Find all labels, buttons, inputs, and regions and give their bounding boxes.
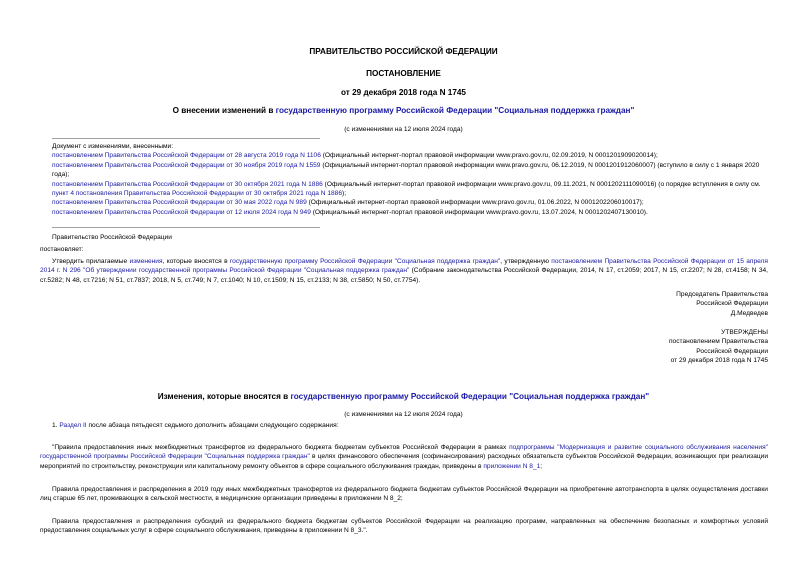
amendment-link[interactable]: пункт 4 постановления Правительства Российской Федерации от 30 октября 2021 года N 1886	[52, 190, 343, 198]
amendment-link[interactable]: постановлением Правительства Российской Федерации от 30 мая 2022 года N 989	[52, 199, 307, 207]
amendment-link[interactable]: постановлением Правительства Российской Федерации от 30 октября 2021 года N 1886	[52, 180, 323, 188]
quoted-paragraph-3: Правила предоставления и распределения субсидий из федерального бюджета бюджетам субъектов Российской Федерации на реализацию программ, направленных на обеспечение безопасных и комфортных условий предоставления социальных услуг в сфере социального обслуживания, приведены в приложении N 8_3.".	[40, 518, 768, 535]
amend-note: (с изменениями на 12 июля 2024 года)	[344, 126, 463, 133]
subprogram-link[interactable]: подпрограммы "Модернизация и развитие социального обслуживания населения" государственной программы Российской Федерации "Социальная поддержка граждан"	[40, 444, 768, 461]
divider	[52, 138, 320, 139]
approved-by: постановлением Правительства	[668, 338, 768, 346]
approved-label: УТВЕРЖДЕНЫ	[721, 329, 768, 336]
doc-type-heading: ПОСТАНОВЛЕНИЕ	[366, 69, 441, 78]
program-link[interactable]: государственную программу Российской Федерации "Социальная поддержка граждан"	[229, 258, 501, 265]
signature-name: Д.Медведев	[730, 309, 768, 317]
title-program-link[interactable]: государственную программу Российской Федерации "Социальная поддержка граждан"	[275, 106, 635, 115]
signature-position: Председатель Правительства	[676, 291, 768, 298]
amendment-link[interactable]: постановлением Правительства Российской Федерации от 28 августа 2019 года N 1106	[52, 152, 321, 160]
signature-country: Российской Федерации	[696, 300, 768, 308]
amendment-link[interactable]: постановлением Правительства Российской Федерации от 30 ноября 2019 года N 1559	[52, 161, 321, 169]
date-line: от 29 декабря 2018 года N 1745	[341, 88, 466, 97]
amendments-block	[52, 142, 768, 217]
page-title	[0, 105, 807, 116]
quoted-paragraph-1: "Правила предоставления иных межбюджетных трансфертов из федерального бюджета бюджетам субъектов Российской Федерации в рамках подпрограммы "Модернизация и развитие социального обслуживания населения" государственной программы Российской Федерации "Социальная поддержка граждан" в целях финансового обеспечения (софинансирования) расходных обязательств субъектов Российской Федерации, возникающих при реализации мероприятий по строительству, реконструкции или капитальному ремонту объектов в сфере социального обслуживания граждан, приведены в приложении N 8_1;	[40, 444, 769, 470]
decree-paragraph: Утвердить прилагаемые изменения, которые вносятся в государственную программу Российской Федерации "Социальная поддержка граждан", утвержденную постановлением Правительства Российской Федерации от 15 апреля 2014 г. N 296 "Об утверждении государственной программы Российской Федерации "Социальная поддержка граждан" (Собрание законодательства Российской Федерации, 2014, N 17, ст.2059; 2017, N 15, ст.2207; N 28, ст.4158; N 34, ст.5282; N 48, ст.7216; N 51, ст.7837; 2018, N 5, ст.749; N 7, ст.1040; N 10, ст.1509; N 15, ст.2133; N 38, ст.5850; N 50, ст.7754).	[40, 258, 768, 284]
org-heading: ПРАВИТЕЛЬСТВО РОССИЙСКОЙ ФЕДЕРАЦИИ	[309, 47, 498, 56]
change-item-1: 1. Раздел II после абзаца пятьдесят седьмого дополнить абзацами следующего содержания:	[52, 422, 339, 429]
amendment-item: постановлением Правительства Российской Федерации от 28 августа 2019 года N 1106 (Официальный интернет-портал правовой информации www.pravo.gov.ru, 02.09.2019, N 0001201909020014);	[52, 152, 658, 160]
decree-resolves: постановляет:	[40, 246, 84, 253]
amendment-link[interactable]: постановлением Правительства Российской Федерации от 12 июля 2024 года N 949	[52, 208, 311, 216]
changes-link[interactable]: изменения	[129, 258, 163, 265]
decree-government: Правительство Российской Федерации	[52, 234, 172, 241]
amendment-item: постановлением Правительства Российской Федерации от 12 июля 2024 года N 949 (Официальный интернет-портал правовой информации www.pravo.gov.ru, 13.07.2024, N 0001202407130010).	[52, 208, 648, 216]
appendix-8-1-link[interactable]: приложении N 8_1	[483, 462, 541, 470]
changes-amend-note: (с изменениями на 12 июля 2024 года)	[344, 411, 463, 418]
divider	[52, 227, 320, 228]
resolution-296-link[interactable]: постановлением Правительства Российской Федерации от 15 апреля 2014 г. N 296 "Об утверждении государственной программы Российской Федерации "Социальная поддержка граждан"	[40, 258, 768, 275]
approved-date: от 29 декабря 2018 года N 1745	[670, 357, 768, 365]
approved-block	[669, 328, 768, 366]
section-2-link[interactable]: Раздел II	[59, 422, 87, 429]
amendments-intro: Документ с изменениями, внесенными:	[52, 143, 174, 150]
approved-country: Российской Федерации	[696, 347, 768, 355]
changes-program-link[interactable]: государственную программу Российской Федерации "Социальная поддержка граждан"	[290, 392, 650, 401]
amendment-item: постановлением Правительства Российской Федерации от 30 октября 2021 года N 1886 (Официальный интернет-портал правовой информации www.pravo.gov.ru, 09.11.2021, N 0001202111090016) (о порядке вступления в силу см. пункт 4 постановления Правительства Российской Федерации от 30 октября 2021 года N 1886);	[52, 180, 761, 198]
changes-title: Изменения, которые вносятся в государственную программу Российской Федерации "Социальная поддержка граждан"	[157, 392, 650, 401]
title-prefix: О внесении изменений в	[172, 106, 276, 115]
quoted-paragraph-2: Правила предоставления и распределения в 2019 году иных межбюджетных трансфертов из федерального бюджета бюджетам субъектов Российской Федерации на приобретение автотранспорта в целях осуществления доставки лиц старше 65 лет, проживающих в сельской местности, в медицинские организации приведены в приложении N 8_2;	[40, 486, 768, 503]
signature-block	[676, 290, 768, 318]
amendment-item: постановлением Правительства Российской Федерации от 30 ноября 2019 года N 1559 (Официальный интернет-портал правовой информации www.pravo.gov.ru, 06.12.2019, N 0001201912060007) (вступило в силу с 1 января 2020 года);	[52, 161, 760, 179]
amendment-item: постановлением Правительства Российской Федерации от 30 мая 2022 года N 989 (Официальный интернет-портал правовой информации www.pravo.gov.ru, 01.06.2022, N 0001202206010017);	[52, 199, 644, 207]
